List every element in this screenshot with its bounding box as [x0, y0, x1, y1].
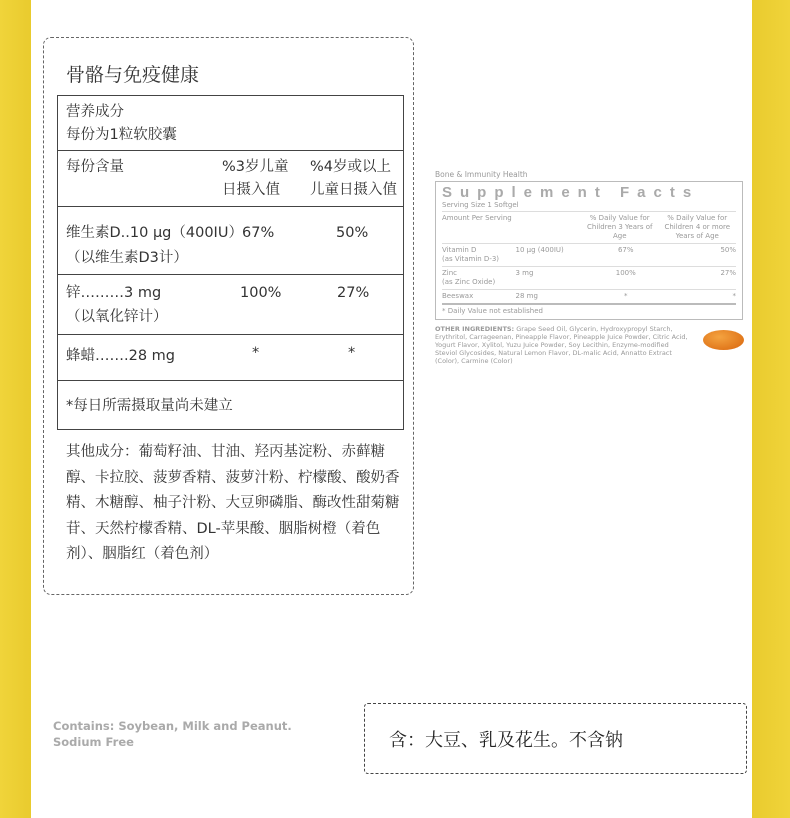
- nutrient-sub: （以维生素D3计）: [66, 250, 188, 266]
- nutrient-name: Vitamin D: [442, 246, 477, 254]
- right-yellow-border: [752, 0, 790, 818]
- contains-cn-box: [364, 703, 747, 774]
- col1-header: %3岁儿童: [222, 159, 289, 175]
- footnote: * Daily Value not established: [442, 307, 543, 315]
- value-col2: 50%: [336, 225, 369, 241]
- cn-nutrition-table: [57, 95, 404, 430]
- amount: 3 mg: [515, 269, 534, 277]
- col2-header: % Daily Value for Children 4 or more Years of Age: [664, 214, 731, 240]
- contains-en: [53, 718, 292, 750]
- amount: 28 mg: [515, 292, 538, 300]
- value-col2: *: [348, 345, 356, 361]
- value-col1: 100%: [240, 285, 282, 301]
- value-col2: *: [732, 292, 736, 300]
- contains-cn: 含：大豆、乳及花生。不含钠: [389, 730, 623, 751]
- serving-size: 每份为1粒软胶囊: [66, 127, 177, 143]
- facts-heading: Supplement Facts: [442, 184, 700, 201]
- sodium-line: Sodium Free: [53, 735, 134, 749]
- other-text: Grape Seed Oil, Glycerin, Hydroxypropyl Starch, Erythritol, Carrageenan, Pineapple Flavor, Pineapple Juice Powder, Citric Acid, Yogurt Flavor, Xylitol, Yuzu Juice Powder, Soy Lecithin, Enzyme-modified Steviol Glycosides, Natural Lemon Flavor, DL-malic Acid, Annatto Extract (Color), Carmine (Color): [435, 325, 688, 365]
- serving-label: 营养成分: [66, 104, 124, 120]
- other-label: OTHER INGREDIENTS:: [435, 325, 515, 333]
- value-col2: 27%: [337, 285, 370, 301]
- amount-header: Amount Per Serving: [442, 214, 512, 222]
- nutrient-name: Zinc: [442, 269, 458, 277]
- col2-header: 儿童日摄入值: [310, 182, 397, 198]
- table-row: [58, 335, 403, 381]
- en-title: Bone & Immunity Health: [435, 170, 528, 179]
- col2-header: %4岁或以上: [310, 159, 392, 175]
- cn-ingredients: 其他成分：葡萄籽油、甘油、羟丙基淀粉、赤藓糖醇、卡拉胶、菠萝香精、菠萝汁粉、柠檬酸、酸奶香精、木糖醇、柚子汁粉、大豆卵磷脂、酶改性甜菊糖苷、天然柠檬香精、DL-苹果酸、胭脂树橙（着色剂）、胭脂红（着色剂）: [66, 444, 400, 562]
- col1-header: 日摄入值: [222, 182, 280, 198]
- table-row: [442, 289, 736, 305]
- softgel-image: [703, 330, 744, 350]
- value-col1: 67%: [617, 246, 634, 254]
- table-row: [58, 207, 403, 275]
- footnote-row: [58, 381, 403, 429]
- footnote: *每日所需摄取量尚未建立: [66, 398, 233, 414]
- amount-header: 每份含量: [66, 159, 124, 175]
- nutrient-name: 锌………3 mg: [66, 285, 162, 301]
- header-row: [442, 211, 736, 243]
- serving-size: Serving Size 1 Softgel: [442, 201, 519, 209]
- table-row: [442, 266, 736, 289]
- en-other-ingredients: [435, 325, 690, 365]
- nutrient-sub: （以氧化锌计）: [66, 309, 168, 325]
- nutrient-name: Beeswax: [442, 292, 474, 300]
- table-row: [58, 275, 403, 335]
- header-row: [58, 151, 403, 207]
- amount: 10 µg (400IU): [515, 246, 564, 254]
- serving-row: [58, 96, 403, 151]
- table-row: [442, 243, 736, 266]
- value-col1: 67%: [242, 225, 275, 241]
- value-col1: *: [252, 345, 260, 361]
- nutrient-sub: (as Zinc Oxide): [442, 278, 496, 286]
- nutrient-sub: (as Vitamin D-3): [442, 255, 500, 263]
- nutrient-name: 维生素D..10 µg（400IU）: [66, 225, 243, 241]
- col1-header: % Daily Value for Children 3 Years of Age: [587, 214, 653, 240]
- facts-box: [435, 181, 743, 320]
- nutrient-name: 蜂蜡…….28 mg: [66, 348, 175, 364]
- value-col1: *: [624, 292, 628, 300]
- cn-title: 骨骼与免疫健康: [66, 64, 200, 86]
- allergen-line: Contains: Soybean, Milk and Peanut.: [53, 719, 292, 733]
- left-yellow-border: [0, 0, 31, 818]
- value-col2: 27%: [720, 269, 736, 277]
- en-supplement-facts: [435, 170, 743, 320]
- value-col1: 100%: [615, 269, 636, 277]
- value-col2: 50%: [720, 246, 736, 254]
